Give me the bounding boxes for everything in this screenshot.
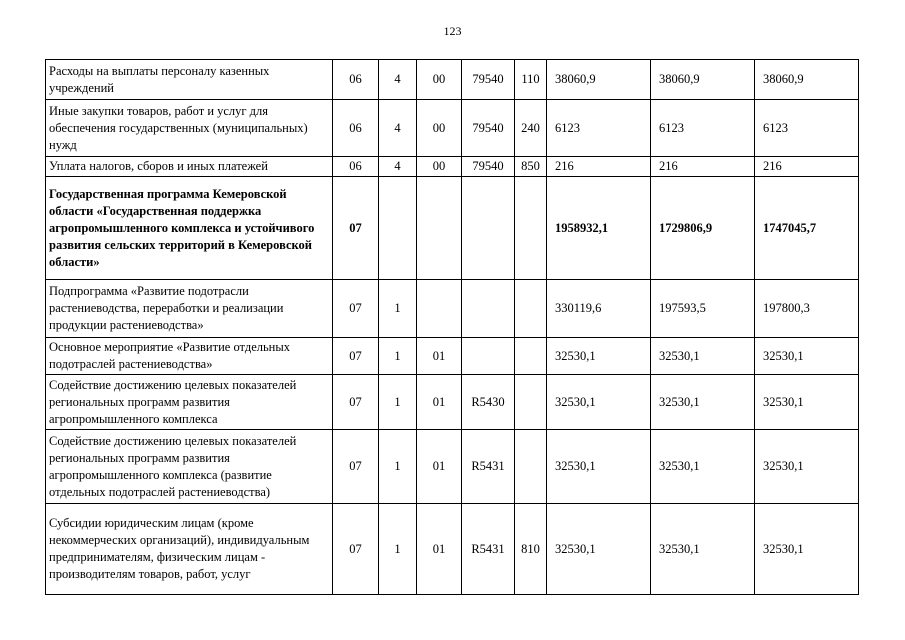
code-cell: R5431 [462, 430, 515, 504]
value-cell: 1958932,1 [547, 177, 651, 280]
subsection-cell: 4 [379, 100, 417, 157]
page-number: 123 [443, 24, 462, 38]
code-cell: 79540 [462, 60, 515, 100]
table-row [46, 375, 859, 430]
row-name: Иные закупки товаров, работ и услуг для обеспечения государственных (муниципальных) нужд [46, 100, 333, 157]
value-cell: 32530,1 [547, 504, 651, 595]
budget-table [45, 59, 859, 595]
type-cell [515, 280, 547, 338]
value-cell: 38060,9 [547, 60, 651, 100]
code-cell: 79540 [462, 100, 515, 157]
table-row [46, 430, 859, 504]
type-cell [515, 177, 547, 280]
table-row [46, 100, 859, 157]
value-cell: 38060,9 [651, 60, 755, 100]
row-name: Подпрограмма «Развитие подотрасли растениеводства, переработки и реализации продукции растениеводства» [46, 280, 333, 338]
value-cell: 32530,1 [547, 375, 651, 430]
type-cell: 810 [515, 504, 547, 595]
value-cell: 32530,1 [651, 504, 755, 595]
value-cell: 216 [651, 157, 755, 177]
value-cell: 6123 [651, 100, 755, 157]
subsection-cell: 1 [379, 375, 417, 430]
table-row [46, 280, 859, 338]
code-cell: R5430 [462, 375, 515, 430]
value-cell: 197593,5 [651, 280, 755, 338]
value-cell: 6123 [755, 100, 859, 157]
value-cell: 32530,1 [547, 430, 651, 504]
type-cell: 110 [515, 60, 547, 100]
program-cell: 01 [417, 430, 462, 504]
value-cell: 1729806,9 [651, 177, 755, 280]
subsection-cell: 1 [379, 338, 417, 375]
type-cell [515, 338, 547, 375]
row-name: Субсидии юридическим лицам (кроме некоммерческих организаций), индивидуальным предпринимателям, физическим лицам - производителям товаров, работ, услуг [46, 504, 333, 595]
type-cell: 240 [515, 100, 547, 157]
row-name: Государственная программа Кемеровской области «Государственная поддержка агропромышленного комплекса и устойчивого развития сельских территорий в Кемеровской области» [46, 177, 333, 280]
program-cell [417, 280, 462, 338]
code-cell [462, 338, 515, 375]
value-cell: 32530,1 [651, 375, 755, 430]
value-cell: 38060,9 [755, 60, 859, 100]
subsection-cell: 4 [379, 60, 417, 100]
value-cell: 1747045,7 [755, 177, 859, 280]
type-cell: 850 [515, 157, 547, 177]
type-cell [515, 430, 547, 504]
value-cell: 216 [755, 157, 859, 177]
code-cell: 79540 [462, 157, 515, 177]
row-name: Содействие достижению целевых показателей региональных программ развития агропромышленного комплекса (развитие отдельных подотраслей растениеводства) [46, 430, 333, 504]
value-cell: 32530,1 [651, 430, 755, 504]
table-row [46, 504, 859, 595]
row-name: Основное мероприятие «Развитие отдельных подотраслей растениеводства» [46, 338, 333, 375]
program-cell: 01 [417, 338, 462, 375]
value-cell: 32530,1 [755, 375, 859, 430]
section-cell: 06 [333, 157, 379, 177]
type-cell [515, 375, 547, 430]
code-cell [462, 280, 515, 338]
table-row [46, 60, 859, 100]
section-cell: 07 [333, 280, 379, 338]
subsection-cell [379, 177, 417, 280]
row-name: Расходы на выплаты персоналу казенных учреждений [46, 60, 333, 100]
subsection-cell: 1 [379, 430, 417, 504]
value-cell: 197800,3 [755, 280, 859, 338]
section-cell: 06 [333, 60, 379, 100]
table-row [46, 338, 859, 375]
code-cell [462, 177, 515, 280]
program-cell [417, 177, 462, 280]
program-cell: 00 [417, 60, 462, 100]
program-cell: 00 [417, 157, 462, 177]
value-cell: 32530,1 [755, 504, 859, 595]
section-cell: 07 [333, 177, 379, 280]
subsection-cell: 1 [379, 504, 417, 595]
row-name: Содействие достижению целевых показателей региональных программ развития агропромышленного комплекса [46, 375, 333, 430]
section-cell: 07 [333, 504, 379, 595]
value-cell: 32530,1 [755, 338, 859, 375]
value-cell: 32530,1 [547, 338, 651, 375]
value-cell: 330119,6 [547, 280, 651, 338]
value-cell: 32530,1 [651, 338, 755, 375]
value-cell: 32530,1 [755, 430, 859, 504]
row-name: Уплата налогов, сборов и иных платежей [46, 157, 333, 177]
section-cell: 07 [333, 338, 379, 375]
section-cell: 07 [333, 375, 379, 430]
subsection-cell: 1 [379, 280, 417, 338]
table-row [46, 157, 859, 177]
code-cell: R5431 [462, 504, 515, 595]
value-cell: 6123 [547, 100, 651, 157]
section-cell: 07 [333, 430, 379, 504]
table-row [46, 177, 859, 280]
program-cell: 01 [417, 375, 462, 430]
section-cell: 06 [333, 100, 379, 157]
value-cell: 216 [547, 157, 651, 177]
subsection-cell: 4 [379, 157, 417, 177]
program-cell: 00 [417, 100, 462, 157]
program-cell: 01 [417, 504, 462, 595]
